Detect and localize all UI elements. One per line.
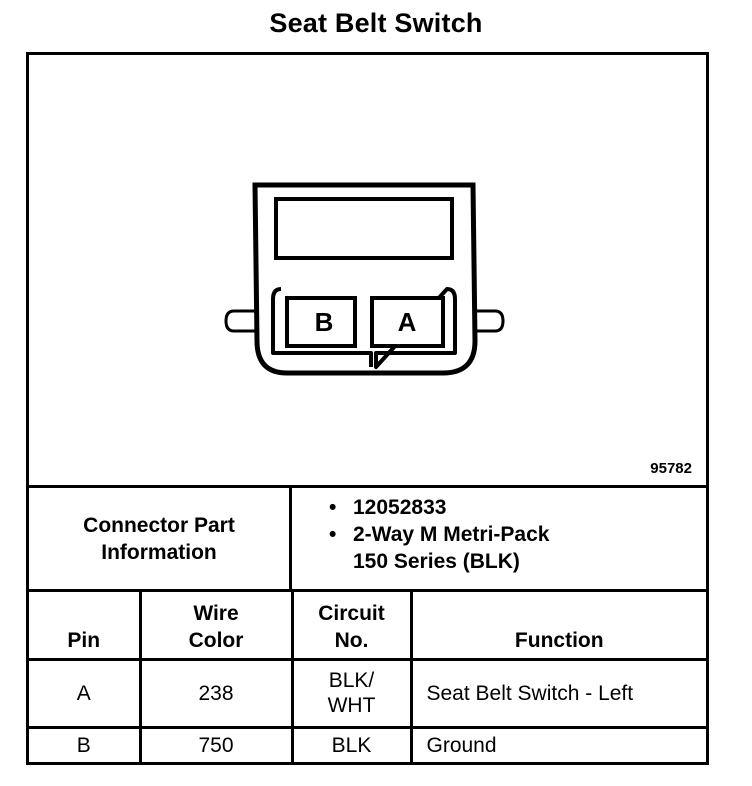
figure-number: 95782 — [650, 460, 692, 477]
connector-info-label — [29, 488, 292, 589]
cell-pin: B — [29, 727, 140, 763]
table-row — [29, 659, 706, 727]
info-label-line1: Connector Part — [83, 513, 235, 537]
cell-circuit-no: BLK — [292, 727, 411, 763]
left-latch — [226, 311, 257, 331]
header-circuit-no: Circuit No. — [292, 592, 411, 659]
table-row — [29, 727, 706, 763]
connector-info-list — [329, 494, 549, 575]
list-item — [329, 521, 549, 548]
cell-circuit-no: BLK/ WHT — [292, 659, 411, 727]
cell-function: Seat Belt Switch - Left — [411, 659, 706, 727]
connector-description-line1: 2-Way M Metri-Pack — [353, 523, 550, 546]
bullet-icon: • — [329, 496, 337, 519]
cell-function: Ground — [411, 727, 706, 763]
part-number: 12052833 — [353, 496, 447, 519]
connector-info-row — [29, 488, 706, 592]
upper-window — [276, 199, 452, 258]
header-function: Function — [411, 592, 706, 659]
right-latch — [473, 311, 503, 331]
connector-face-drawing — [29, 55, 706, 485]
pin-label-a: A — [397, 307, 417, 337]
pin-label-b: B — [314, 307, 334, 337]
cell-pin: A — [29, 659, 140, 727]
cell-wire-color: 238 — [140, 659, 292, 727]
list-item — [329, 494, 549, 521]
cell-wire-color: 750 — [140, 727, 292, 763]
connector-description-line2: 150 Series (BLK) — [353, 550, 520, 573]
header-pin: Pin — [29, 592, 140, 659]
page-title: Seat Belt Switch — [269, 8, 483, 38]
info-label-line2: Information — [101, 540, 217, 564]
pin-table — [29, 592, 706, 763]
table-header-row — [29, 592, 706, 659]
bullet-icon: • — [329, 523, 337, 546]
header-wire-color: Wire Color — [140, 592, 292, 659]
connector-diagram — [29, 55, 706, 488]
connector-chart — [26, 52, 709, 765]
